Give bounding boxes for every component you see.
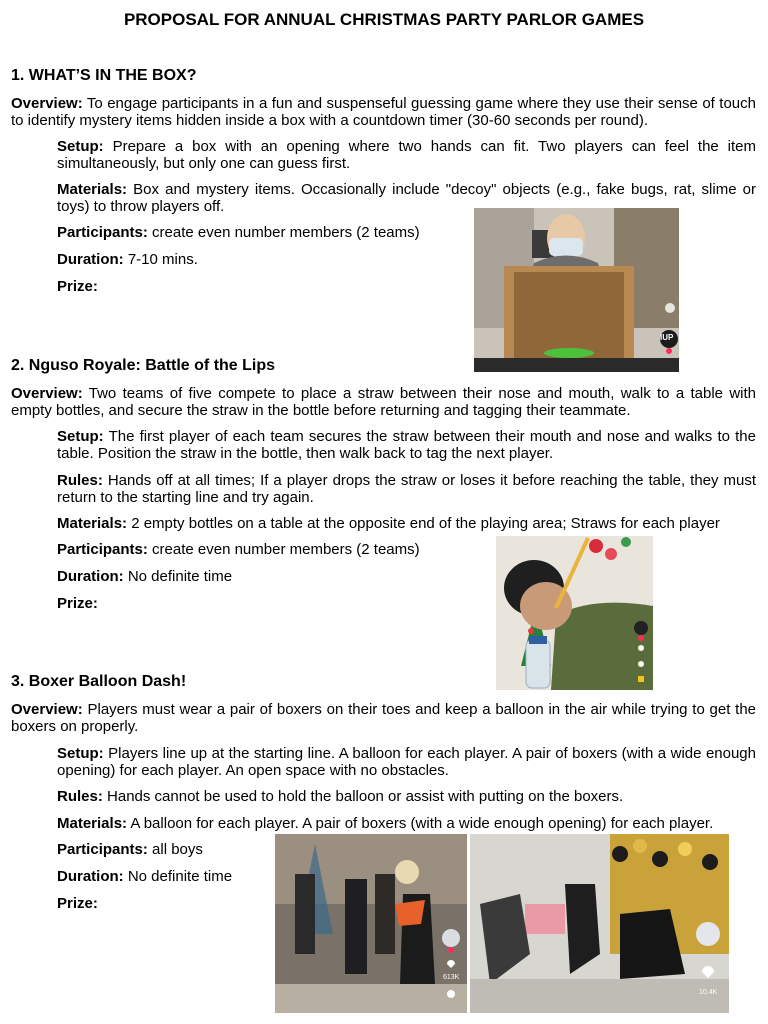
section-3-overview xyxy=(11,701,756,735)
photo-badge: IUP xyxy=(660,333,674,342)
rules-label: Rules: xyxy=(57,788,103,805)
materials-label: Materials: xyxy=(57,181,128,198)
setup-label: Setup: xyxy=(57,745,104,762)
section-3-setup xyxy=(57,745,756,779)
section-3-participants xyxy=(57,841,203,858)
materials-label: Materials: xyxy=(57,515,128,532)
section-1-overview xyxy=(11,95,756,129)
overview-label: Overview: xyxy=(11,95,83,112)
document-title: PROPOSAL FOR ANNUAL CHRISTMAS PARTY PARLOR GAMES xyxy=(123,10,645,29)
overview-text: To engage participants in a fun and suspenseful guessing game where they use their sense of touch to identify mystery items hidden inside a box with a countdown timer (30-60 seconds per round). xyxy=(11,95,756,129)
materials-label: Materials: xyxy=(57,815,128,832)
balloon-dash-photo-left xyxy=(275,834,467,1013)
duration-text: No definite time xyxy=(127,868,233,885)
section-2-materials xyxy=(57,515,756,532)
overview-text: Two teams of five compete to place a straw between their nose and mouth, walk to a table with empty bottles, and secure the straw in the bottle before returning and tagging their teammate. xyxy=(11,385,756,419)
prize-label: Prize: xyxy=(57,278,98,295)
section-1-heading: 1. WHAT’S IN THE BOX? xyxy=(11,67,197,84)
section-1-duration xyxy=(57,251,198,268)
participants-text: create even number members (2 teams) xyxy=(152,224,420,241)
section-1-prize xyxy=(57,278,98,295)
section-2-duration xyxy=(57,568,232,585)
setup-text: Prepare a box with an opening where two hands can fit. Two players can feel the item simultaneously, but only one can guess first. xyxy=(57,138,757,172)
straw-game-photo xyxy=(496,536,653,690)
like-count: 613K xyxy=(443,974,460,981)
duration-text: No definite time xyxy=(127,568,233,585)
section-3-duration xyxy=(57,868,232,885)
setup-label: Setup: xyxy=(57,428,104,445)
mystery-box-photo xyxy=(474,208,679,372)
participants-text: all boys xyxy=(152,841,203,858)
section-2-prize xyxy=(57,595,98,612)
prize-label: Prize: xyxy=(57,595,98,612)
duration-label: Duration: xyxy=(57,568,124,585)
rules-text: Hands off at all times; If a player drops the straw or loses it before reaching the table, they must return to the starting line and try again. xyxy=(57,472,757,506)
materials-text: 2 empty bottles on a table at the opposite end of the playing area; Straws for each player xyxy=(131,515,720,532)
participants-label: Participants: xyxy=(57,541,148,558)
section-1-setup xyxy=(57,138,756,172)
duration-label: Duration: xyxy=(57,868,124,885)
section-2-participants xyxy=(57,541,420,558)
section-1-participants xyxy=(57,224,420,241)
duration-text: 7-10 mins. xyxy=(127,251,198,268)
overview-label: Overview: xyxy=(11,701,83,718)
section-2-overview xyxy=(11,385,756,419)
section-3-materials xyxy=(57,815,756,832)
overview-text: Players must wear a pair of boxers on their toes and keep a balloon in the air while trying to get the boxers on properly. xyxy=(11,701,757,735)
section-3-heading: 3. Boxer Balloon Dash! xyxy=(11,673,187,690)
participants-text: create even number members (2 teams) xyxy=(152,541,420,558)
prize-label: Prize: xyxy=(57,895,98,912)
section-2-rules xyxy=(57,472,756,506)
setup-text: Players line up at the starting line. A balloon for each player. A pair of boxers (with a wide enough opening) for each player. An open space with no obstacles. xyxy=(57,745,756,779)
section-2-setup xyxy=(57,428,756,462)
like-count: 10.4K xyxy=(699,989,718,996)
participants-label: Participants: xyxy=(57,224,148,241)
participants-label: Participants: xyxy=(57,841,148,858)
setup-label: Setup: xyxy=(57,138,104,155)
rules-label: Rules: xyxy=(57,472,103,489)
duration-label: Duration: xyxy=(57,251,124,268)
overview-label: Overview: xyxy=(11,385,83,402)
materials-text: Box and mystery items. Occasionally include "decoy" objects (e.g., fake bugs, rat, slime or toys) to throw players off. xyxy=(57,181,756,215)
section-3-rules xyxy=(57,788,756,805)
balloon-dash-photo-right xyxy=(470,834,729,1013)
materials-text: A balloon for each player. A pair of boxers (with a wide enough opening) for each player. xyxy=(130,815,714,832)
section-3-prize xyxy=(57,895,98,912)
setup-text: The first player of each team secures the straw between their mouth and nose and walks to the table. Position the straw in the bottle, then walk back to tag the next player. xyxy=(57,428,756,462)
rules-text: Hands cannot be used to hold the balloon or assist with putting on the boxers. xyxy=(107,788,624,805)
section-2-heading: 2. Nguso Royale: Battle of the Lips xyxy=(11,357,276,374)
